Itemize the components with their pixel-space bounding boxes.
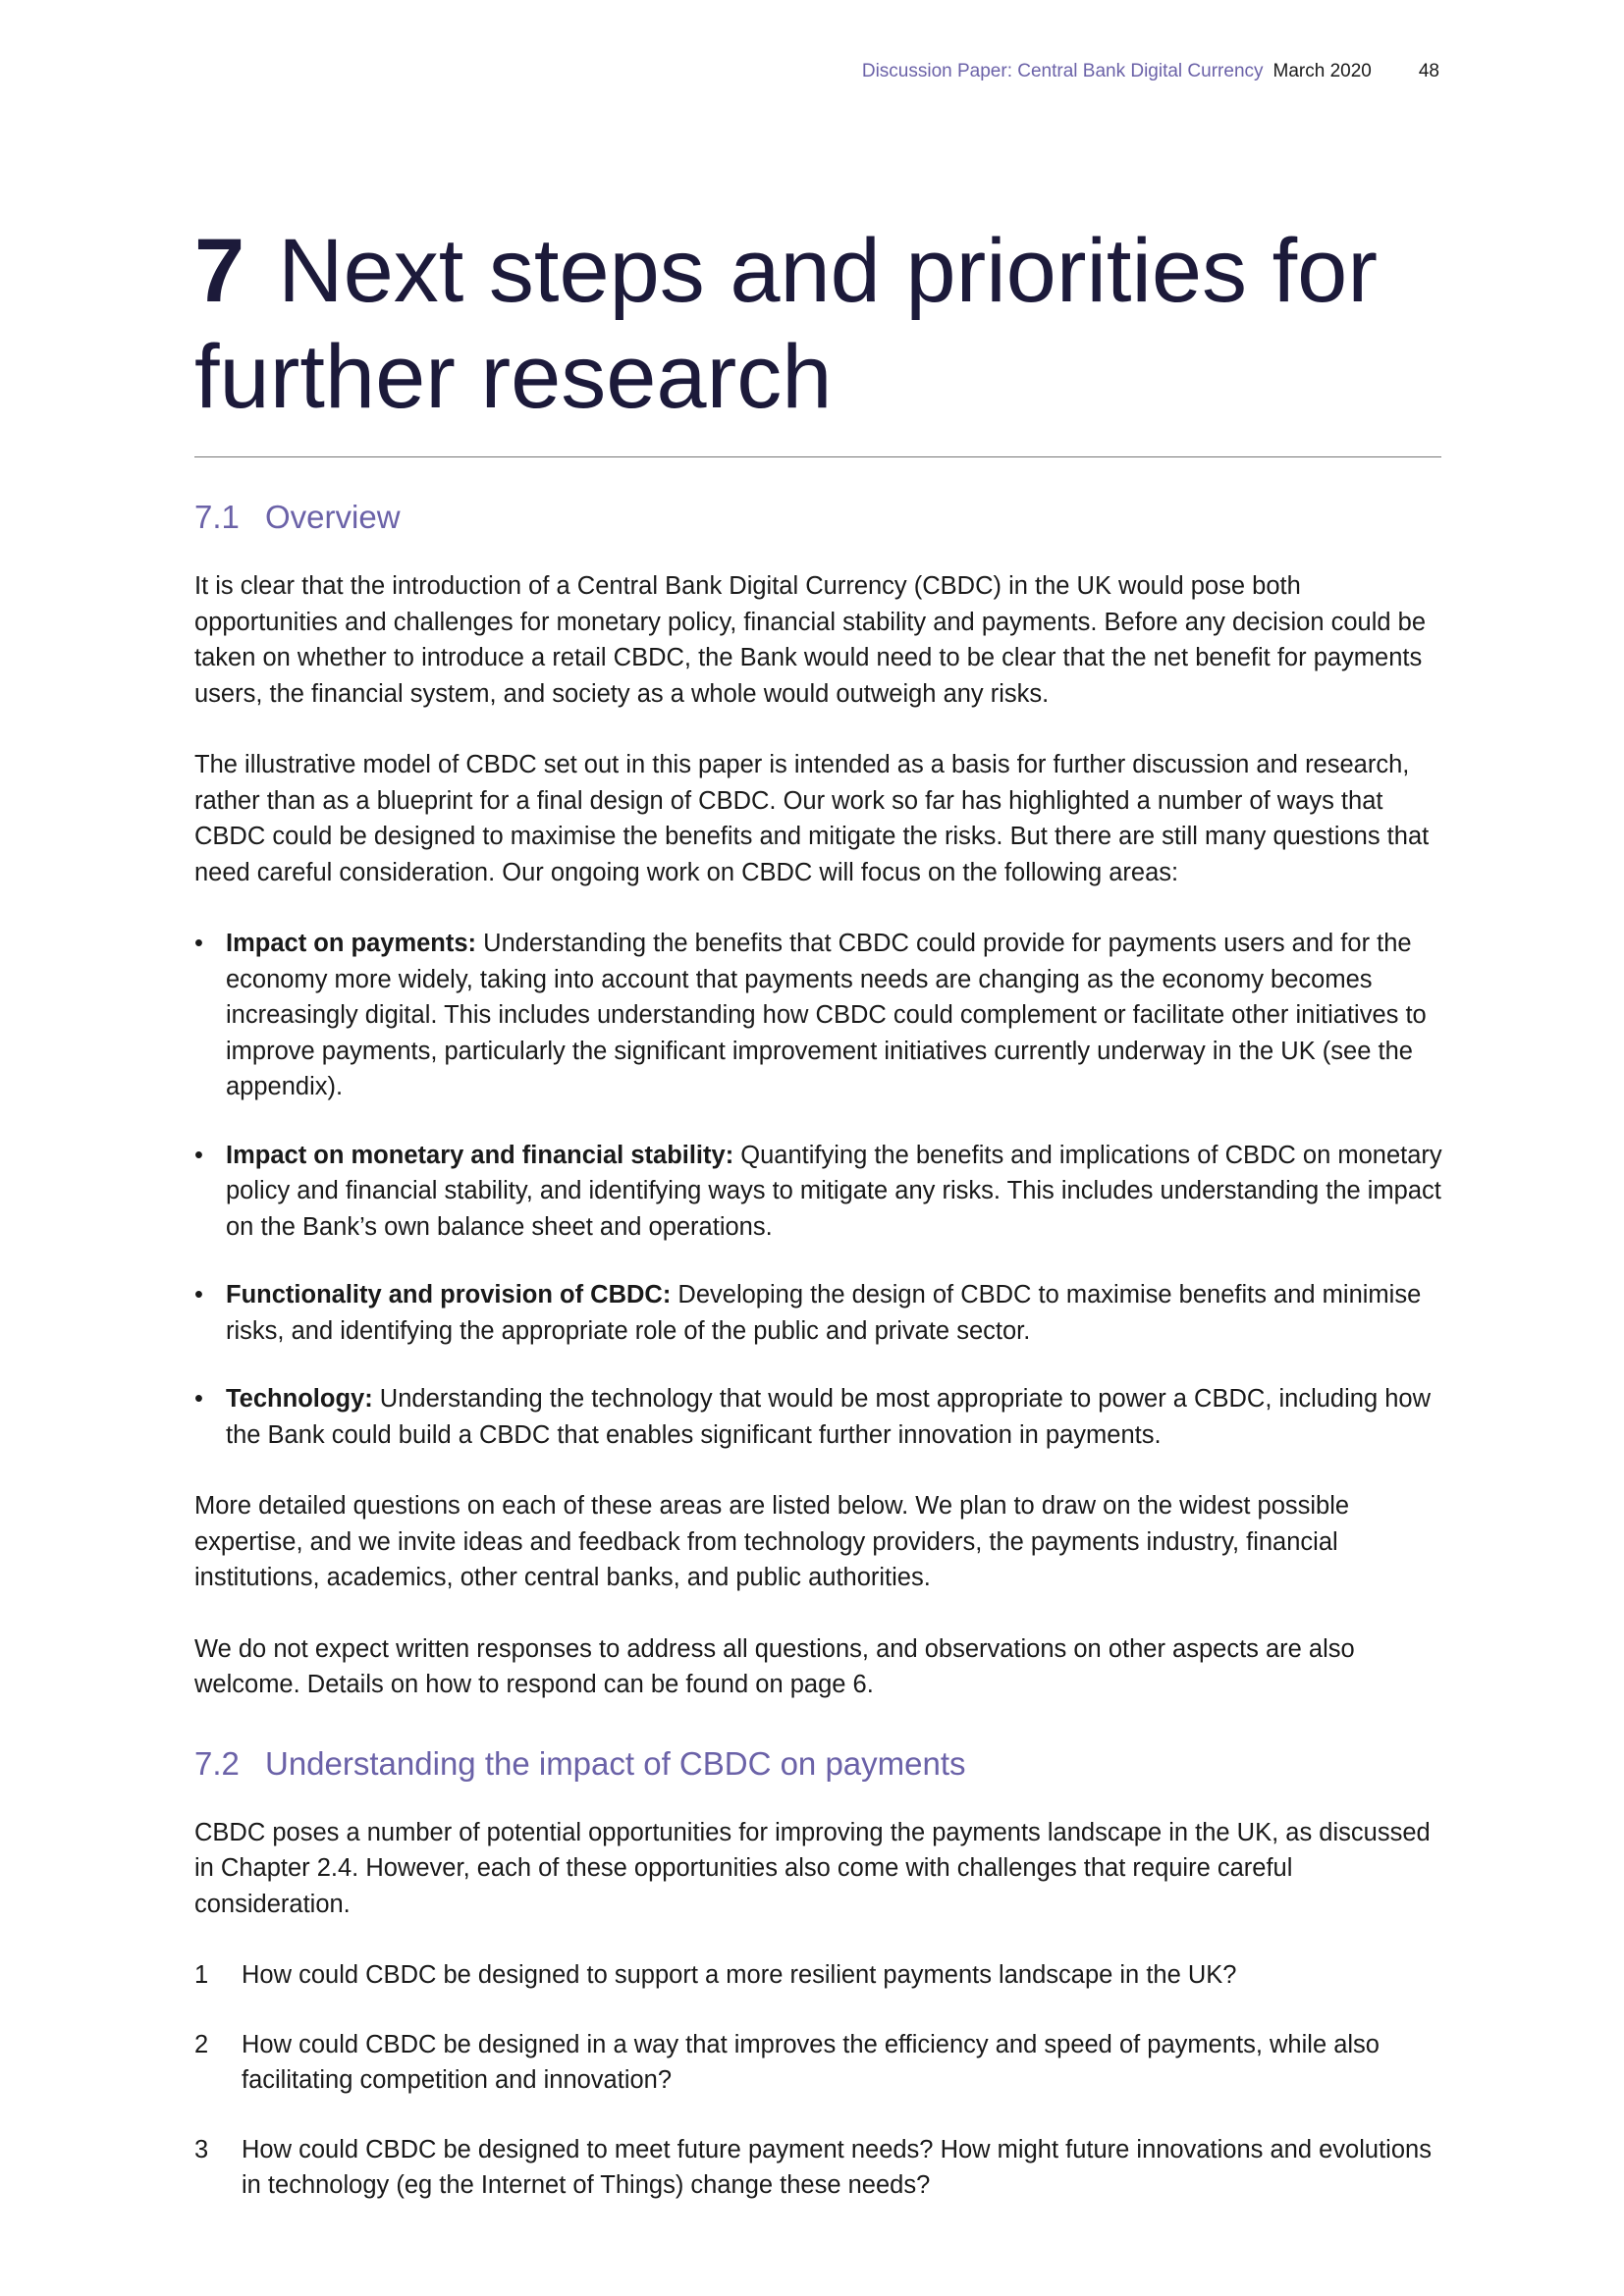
bullet-icon: • xyxy=(194,1141,203,1169)
paragraph: It is clear that the introduction of a Central Bank Digital Currency (CBDC) in the UK would pose both opportunities and challenges for monetary policy, financial stability and payments. Before any decision could be taken on whether to introduce a retail CBDC, the Bank would need to be clear that the net benefit for payments users, the financial system, and society as a whole would outweigh any risks. xyxy=(194,572,1427,708)
question-number: 3 xyxy=(194,2135,209,2163)
header-page-number: 48 xyxy=(1418,61,1439,81)
chapter-title-text: Next steps and priorities for further research xyxy=(194,221,1378,427)
question-item xyxy=(194,2027,1443,2099)
list-item xyxy=(194,926,1443,1105)
focus-areas-list xyxy=(194,926,1443,1453)
bullet-icon: • xyxy=(194,930,203,957)
main-content xyxy=(194,496,1443,2237)
paragraph: CBDC poses a number of potential opportunities for improving the payments landscape in the UK, as discussed in Chapter 2.4. However, each of these opportunities also come with challenges that require careful consideration. xyxy=(194,1818,1431,1918)
list-item xyxy=(194,1277,1443,1349)
section-heading-payments xyxy=(194,1742,1443,1786)
bullet-text: Understanding the technology that would be most appropriate to power a CBDC, including how the Bank could build a CBDC that enables significant further innovation in payments. xyxy=(226,1385,1432,1449)
question-number: 1 xyxy=(194,1961,209,1989)
bullet-lead: Technology: xyxy=(226,1385,373,1413)
header-date: March 2020 xyxy=(1272,61,1372,81)
chapter-number: 7 xyxy=(194,221,245,321)
bullet-text: Understanding the benefits that CBDC could provide for payments users and for the economy more widely, taking into account that payments needs are changing as the economy becomes increasingly digital. This includes understanding how CBDC could complement or facilitate other initiatives to improve payments, particularly the significant improvement initiatives currently underway in the UK (see the appendix). xyxy=(226,930,1427,1100)
question-text: How could CBDC be designed in a way that improves the efficiency and speed of payments, while also facilitating competition and innovation? xyxy=(242,2030,1380,2094)
paragraph: We do not expect written responses to address all questions, and observations on other aspects are also welcome. Details on how to respond can be found on page 6. xyxy=(194,1634,1355,1698)
question-item xyxy=(194,1957,1443,1994)
list-item xyxy=(194,1381,1443,1453)
header-doc-title: Discussion Paper: Central Bank Digital Currency xyxy=(861,61,1264,81)
bullet-lead: Functionality and provision of CBDC: xyxy=(226,1281,672,1308)
bullet-lead: Impact on payments: xyxy=(226,930,477,957)
list-item xyxy=(194,1138,1443,1246)
bullet-text: Quantifying the benefits and implications of CBDC on monetary policy and financial stability, and identifying ways to mitigate any risks. This includes understanding the impact on the Bank’s own balance sheet and operations. xyxy=(226,1141,1442,1241)
question-text: How could CBDC be designed to meet future payment needs? How might future innovations and evolutions in technology (eg the Internet of Things) change these needs? xyxy=(242,2135,1432,2199)
bullet-text: Developing the design of CBDC to maximise benefits and minimise risks, and identifying the appropriate role of the public and private sector. xyxy=(226,1281,1422,1345)
paragraph: The illustrative model of CBDC set out in this paper is intended as a basis for further discussion and research, rather than as a blueprint for a final design of CBDC. Our work so far has highlighted a number of ways that CBDC could be designed to maximise the benefits and mitigate the risks. But there are still many questions that need careful consideration. Our ongoing work on CBDC will focus on the following areas: xyxy=(194,751,1430,886)
section-number: 7.2 xyxy=(194,1744,240,1782)
questions-list xyxy=(194,1957,1443,2204)
section-title: Overview xyxy=(265,499,401,535)
question-text: How could CBDC be designed to support a more resilient payments landscape in the UK? xyxy=(242,1961,1237,1989)
bullet-icon: • xyxy=(194,1385,203,1413)
section-heading-overview xyxy=(194,496,1443,539)
question-item xyxy=(194,2132,1443,2204)
section-title: Understanding the impact of CBDC on payments xyxy=(265,1744,966,1782)
chapter-title xyxy=(194,218,1451,430)
title-divider xyxy=(194,456,1441,457)
section-number: 7.1 xyxy=(194,499,240,535)
bullet-icon: • xyxy=(194,1281,203,1308)
question-number: 2 xyxy=(194,2030,209,2058)
bullet-lead: Impact on monetary and financial stability: xyxy=(226,1141,734,1169)
paragraph: More detailed questions on each of these areas are listed below. We plan to draw on the widest possible expertise, and we invite ideas and feedback from technology providers, the payments industry, financial institutions, academics, other central banks, and public authorities. xyxy=(194,1492,1350,1591)
running-header xyxy=(862,61,1439,82)
